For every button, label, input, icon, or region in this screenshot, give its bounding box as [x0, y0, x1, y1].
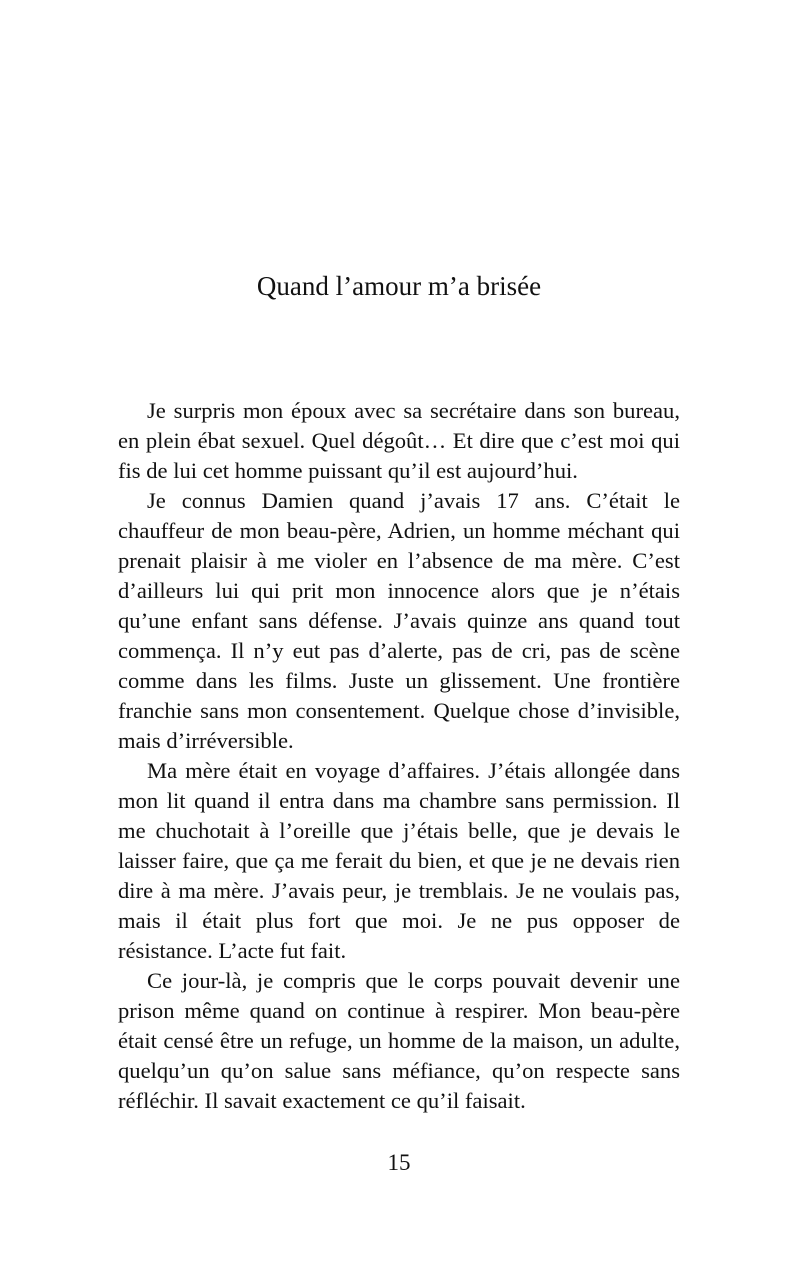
paragraph: Ma mère était en voyage d’affaires. J’étais allongée dans mon lit quand il entra dans ma chambre sans permission. Il me chuchotait à l’oreille que j’étais belle, que je devais le laisser faire, que ça me ferait du bien, et que je ne devais rien dire à ma mère. J’avais peur, je tremblais. Je ne voulais pas, mais il était plus fort que moi. Je ne pus opposer de résistance. L’acte fut fait.: [118, 758, 680, 963]
chapter-title: Quand l’amour m’a brisée: [256, 271, 542, 301]
paragraph: Je connus Damien quand j’avais 17 ans. C’était le chauffeur de mon beau-père, Adrien, un homme méchant qui prenait plaisir à me violer en l’absence de ma mère. C’est d’ailleurs lui qui prit mon innocence alors que je n’étais qu’une enfant sans défense. J’avais quinze ans quand tout commença. Il n’y eut pas d’alerte, pas de cri, pas de scène comme dans les films. Juste un glissement. Une frontière franchie sans mon consentement. Quelque chose d’invisible, mais d’irréversible.: [118, 488, 680, 753]
page-number: 15: [387, 1150, 411, 1175]
paragraph: Ce jour-là, je compris que le corps pouvait devenir une prison même quand on continue à respirer. Mon beau-père était censé être un refuge, un homme de la maison, un adulte, quelqu’un qu’on salue sans méfiance, qu’on respecte sans réfléchir. Il savait exactement ce qu’il faisait.: [118, 968, 680, 1113]
paragraph: Je surpris mon époux avec sa secrétaire dans son bureau, en plein ébat sexuel. Quel dégoût… Et dire que c’est moi qui fis de lui cet homme puissant qu’il est aujourd’hui.: [118, 398, 680, 483]
body-text: [118, 396, 680, 1116]
